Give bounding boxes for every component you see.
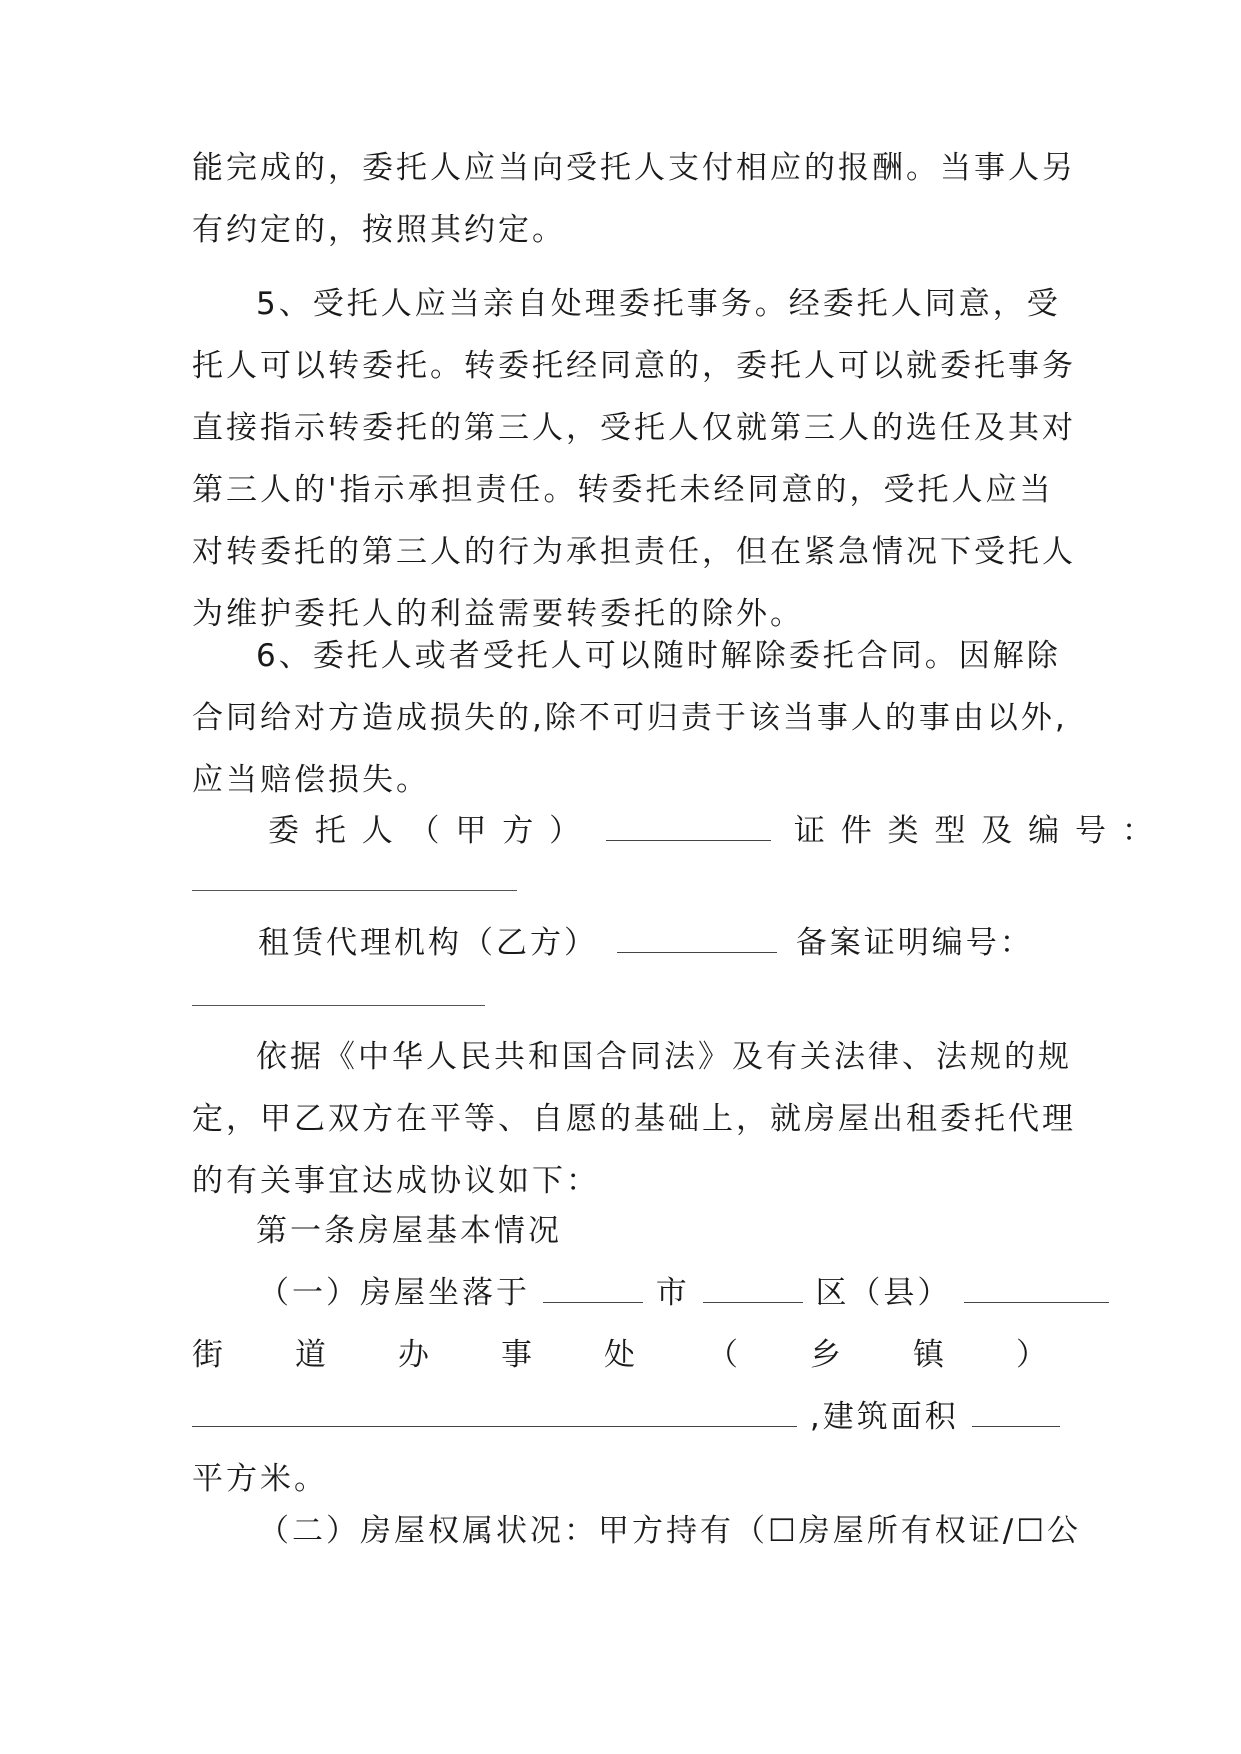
text-line: 的有关事宜达成协议如下： bbox=[192, 1163, 600, 1199]
street-char: 事 bbox=[501, 1337, 535, 1373]
paragraph-clause-6 bbox=[192, 625, 1068, 811]
street-blank bbox=[964, 1274, 1109, 1303]
city-label: 市 bbox=[655, 1275, 690, 1311]
article-1-title bbox=[192, 1200, 1050, 1262]
city-blank bbox=[543, 1274, 643, 1303]
party-a-name-blank bbox=[606, 812, 771, 841]
party-b-label: 租赁代理机构（乙方） bbox=[258, 925, 598, 961]
street-char: 处 bbox=[604, 1337, 638, 1373]
party-b-row bbox=[192, 912, 1050, 974]
text-line: 对转委托的第三人的行为承担责任，但在紧急情况下受托人 bbox=[192, 534, 1076, 570]
party-b-record-label: 备案证明编号： bbox=[795, 925, 1034, 961]
area-unit: 平方米。 bbox=[192, 1461, 328, 1497]
district-label: 区（县） bbox=[815, 1275, 952, 1311]
text-line: 托人可以转委托。转委托经同意的，委托人可以就委托事务 bbox=[192, 348, 1076, 384]
street-char: 办 bbox=[398, 1337, 432, 1373]
text-line: 5、受托人应当亲自处理委托事务。经委托人同意，受 bbox=[256, 286, 1061, 322]
party-b-name-blank bbox=[617, 924, 777, 953]
party-a-label: 委 托 人 （ 甲 方 ） bbox=[268, 813, 584, 849]
paragraph-continuation bbox=[192, 137, 1076, 261]
text-line: 应当赔偿损失。 bbox=[192, 762, 430, 798]
street-char: ） bbox=[1016, 1337, 1050, 1373]
address-blank bbox=[192, 1398, 797, 1427]
item-2-ownership bbox=[192, 1500, 1082, 1562]
party-b-record-blank bbox=[192, 1005, 485, 1006]
party-a-id-blank bbox=[192, 890, 517, 891]
item-1-prefix: （一）房屋坐落于 bbox=[258, 1275, 530, 1311]
area-blank bbox=[972, 1398, 1060, 1427]
street-char: 道 bbox=[295, 1337, 329, 1373]
area-label: ,建筑面积 bbox=[809, 1399, 959, 1435]
text-line: 定，甲乙双方在平等、自愿的基础上，就房屋出租委托代理 bbox=[192, 1101, 1076, 1137]
item-1-location bbox=[192, 1262, 1050, 1510]
street-char: 街 bbox=[192, 1337, 226, 1373]
district-blank bbox=[703, 1274, 803, 1303]
street-line bbox=[192, 1324, 1050, 1386]
text-line: 6、委托人或者受托人可以随时解除委托合同。因解除 bbox=[256, 638, 1061, 674]
street-char: 镇 bbox=[913, 1337, 947, 1373]
party-a-row bbox=[192, 800, 1156, 862]
text-line: 依据《中华人民共和国合同法》及有关法律、法规的规 bbox=[256, 1039, 1072, 1075]
party-a-id-label: 证 件 类 型 及 编 号 ： bbox=[793, 813, 1156, 849]
paragraph-clause-5 bbox=[192, 273, 1076, 645]
text-line: （二）房屋权属状况：甲方持有（☐房屋所有权证/☐公 bbox=[258, 1513, 1082, 1549]
text-line: 能完成的，委托人应当向受托人支付相应的报酬。当事人另 bbox=[192, 150, 1076, 186]
text-line: 直接指示转委托的第三人，受托人仅就第三人的选任及其对 bbox=[192, 410, 1076, 446]
text-line: 为维护委托人的利益需要转委托的除外。 bbox=[192, 596, 804, 632]
street-char: （ bbox=[707, 1337, 741, 1373]
text-line: 合同给对方造成损失的,除不可归责于该当事人的事由以外, bbox=[192, 700, 1068, 736]
article-title: 第一条房屋基本情况 bbox=[256, 1213, 562, 1249]
paragraph-preamble bbox=[192, 1026, 1076, 1212]
street-char: 乡 bbox=[810, 1337, 844, 1373]
text-line: 第三人的'指示承担责任。转委托未经同意的，受托人应当 bbox=[192, 472, 1054, 508]
text-line: 有约定的，按照其约定。 bbox=[192, 212, 566, 248]
